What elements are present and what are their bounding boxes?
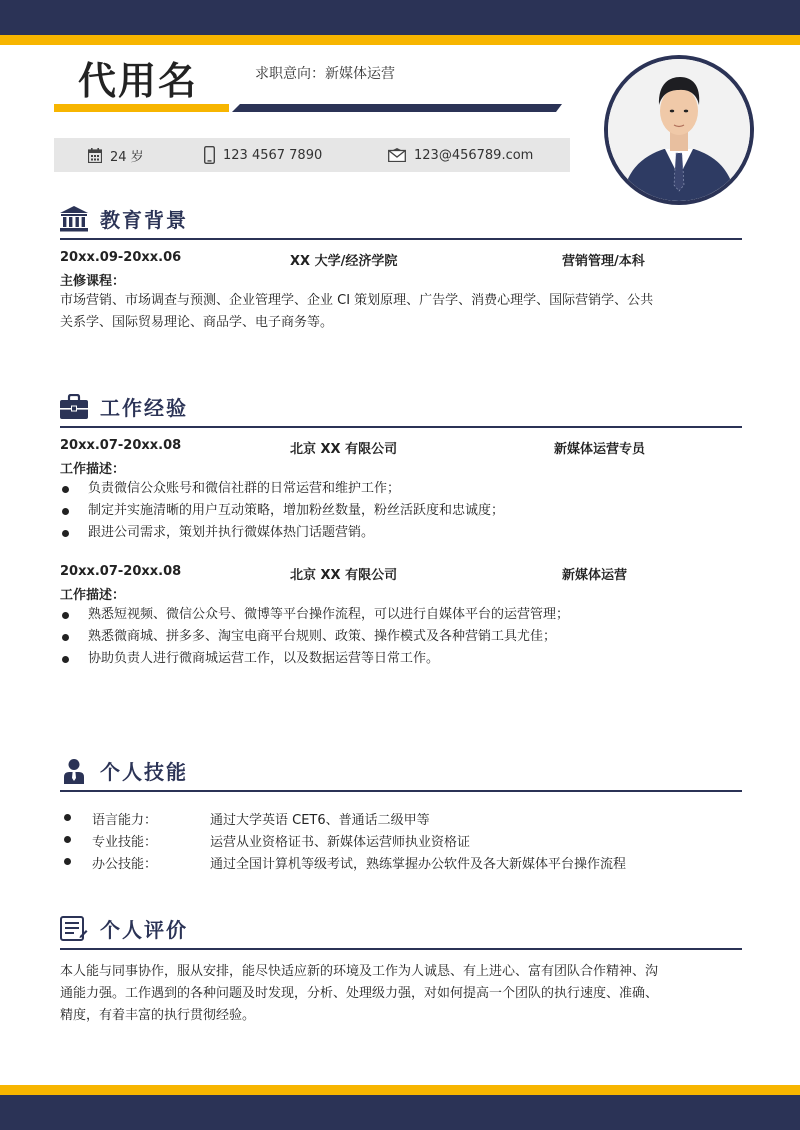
portrait-illustration <box>608 59 750 201</box>
skills-section <box>60 754 742 872</box>
list-item: 负责微信公众账号和微信社群的日常运营和维护工作； <box>60 478 742 500</box>
calendar-icon <box>88 148 102 163</box>
header-underline-navy <box>232 104 562 112</box>
list-item: 跟进公司需求，策划并执行微媒体热门话题营销。 <box>60 522 742 544</box>
education-major: 营销管理/本科 <box>562 254 645 269</box>
education-title: 教育背景 <box>100 208 188 232</box>
briefcase-icon <box>60 394 88 420</box>
job-date: 20xx.07-20xx.08 <box>60 564 182 579</box>
section-divider <box>60 426 742 428</box>
job-entry <box>60 438 742 544</box>
job-date: 20xx.07-20xx.08 <box>60 438 182 453</box>
courses-text <box>60 290 742 334</box>
education-school: XX 大学/经济学院 <box>290 254 398 269</box>
courses-line: 市场营销、市场调查与预测、企业管理学、企业 CI 策划原理、广告学、消费心理学、国际营销学、公共 <box>60 293 654 308</box>
note-icon <box>60 916 88 942</box>
email-text: 123@456789.com <box>414 147 534 163</box>
candidate-name: 代用名 <box>78 59 199 103</box>
skill-item <box>60 806 742 828</box>
skill-value: 运营从业资格证书、新媒体运营师执业资格证 <box>210 835 471 850</box>
job-row <box>60 438 742 458</box>
user-tie-icon <box>60 758 88 784</box>
education-section <box>60 202 742 334</box>
top-header-band <box>0 0 800 35</box>
skill-value: 通过大学英语 CET6、普通话二级甲等 <box>210 813 430 828</box>
age-text: 24 岁 <box>110 149 144 165</box>
section-divider <box>60 948 742 950</box>
work-section <box>60 390 742 670</box>
skill-item <box>60 850 742 872</box>
work-header <box>60 390 742 424</box>
job-row <box>60 564 742 584</box>
bottom-footer-band <box>0 1095 800 1130</box>
bottom-accent-stripe <box>0 1085 800 1095</box>
job-role: 新媒体运营 <box>562 568 628 583</box>
job-desc-label: 工作描述： <box>60 462 126 477</box>
profile-photo <box>604 55 754 205</box>
job-desc-label: 工作描述： <box>60 588 126 603</box>
contact-bar <box>54 138 570 172</box>
job-company: 北京 XX 有限公司 <box>290 568 398 583</box>
skill-value: 通过全国计算机等级考试，熟练掌握办公软件及各大新媒体平台操作流程 <box>210 857 627 872</box>
evaluation-line: 通能力强。工作遇到的各种问题及时发现，分析、处理级力强，对如何提高一个团队的执行速度、准确、 <box>60 986 659 1001</box>
contact-phone <box>204 138 322 172</box>
work-title: 工作经验 <box>100 396 188 420</box>
contact-email <box>388 138 533 172</box>
job-intention: 求职意向：新媒体运营 <box>255 66 395 82</box>
list-item: 制定并实施清晰的用户互动策略，增加粉丝数量，粉丝活跃度和忠诚度； <box>60 500 742 522</box>
education-date: 20xx.09-20xx.06 <box>60 250 182 265</box>
job-duties <box>60 604 742 670</box>
job-role: 新媒体运营专员 <box>554 442 646 457</box>
list-item: 熟悉短视频、微信公众号、微博等平台操作流程，可以进行自媒体平台的运营管理； <box>60 604 742 626</box>
job-entry <box>60 564 742 670</box>
skills-title: 个人技能 <box>100 760 188 784</box>
evaluation-line: 本人能与同事协作，服从安排，能尽快适应新的环境及工作为人诚恳、有上进心、富有团队合作精神、沟 <box>60 964 659 979</box>
section-divider <box>60 790 742 792</box>
evaluation-line: 精度，有着丰富的执行贯彻经验。 <box>60 1008 256 1023</box>
evaluation-text <box>60 961 742 1027</box>
job-company: 北京 XX 有限公司 <box>290 442 398 457</box>
evaluation-section <box>60 912 742 1027</box>
education-header <box>60 202 742 236</box>
courses-line: 关系学、国际贸易理论、商品学、电子商务等。 <box>60 315 334 330</box>
header-underline-yellow <box>54 104 229 112</box>
phone-icon <box>204 146 215 164</box>
section-divider <box>60 238 742 240</box>
skill-key: 办公技能： <box>92 857 158 872</box>
skill-key: 专业技能： <box>92 835 158 850</box>
skill-key: 语言能力： <box>92 813 158 828</box>
phone-text: 123 4567 7890 <box>223 147 323 163</box>
skill-item <box>60 828 742 850</box>
evaluation-header <box>60 912 742 946</box>
job-duties <box>60 478 742 544</box>
skills-header <box>60 754 742 788</box>
education-row <box>60 250 742 270</box>
courses-label: 主修课程： <box>60 274 126 289</box>
list-item: 熟悉微商城、拼多多、淘宝电商平台规则、政策、操作模式及各种营销工具尤佳； <box>60 626 742 648</box>
mail-icon <box>388 148 406 162</box>
evaluation-title: 个人评价 <box>100 918 188 942</box>
contact-age <box>88 138 144 172</box>
top-accent-stripe <box>0 35 800 45</box>
list-item: 协助负责人进行微商城运营工作，以及数据运营等日常工作。 <box>60 648 742 670</box>
bank-icon <box>60 206 88 232</box>
